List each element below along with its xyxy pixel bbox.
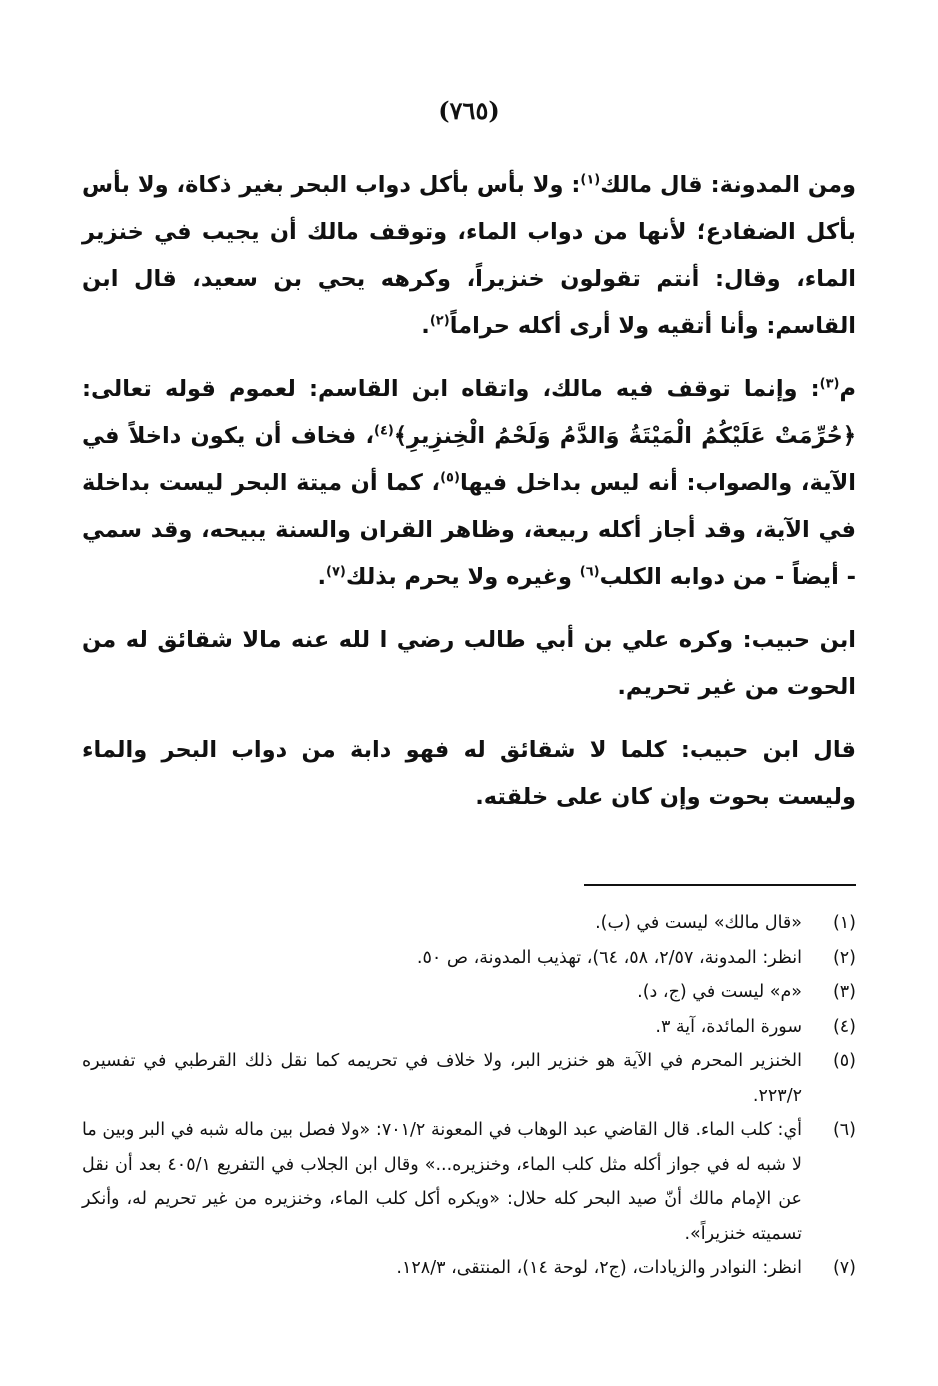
footnote-text: «قال مالك» ليست في (ب). bbox=[595, 913, 802, 933]
paragraph-3 bbox=[82, 617, 856, 711]
paragraph-text: ، فخاف أن يكون داخلاً في الآية، والصواب: أنه ليس بداخل فيها bbox=[82, 423, 857, 496]
footnote-number: (٣) bbox=[832, 982, 856, 1002]
footnote-text: أي: كلب الماء. قال القاضي عبد الوهاب في المعونة ٧٠١/٢: «ولا فصل بين ماله شبه في البر وبين ما لا شبه له في جواز أكله مثل كلب الماء، وخنزيره...» وقال ابن الجلاب في التفريع ٤٠٥/١ بعد أن نقل عن الإمام مالك أنّ صيد البحر كله حلال: «ويكره أكل كلب الماء، وخنزيره من غير تحريم له، وأنكر تسميته خنزيراً». bbox=[82, 1120, 802, 1244]
footnotes-list bbox=[82, 906, 856, 1286]
footnote-1 bbox=[82, 906, 856, 941]
paragraph-text: م bbox=[839, 376, 856, 402]
footnote-ref-7: (٧) bbox=[326, 564, 346, 580]
footnote-text: انظر: المدونة، ٢/٥٧، ٥٨، ٦٤)، تهذيب المدونة، ص ٥٠. bbox=[416, 947, 802, 968]
footnote-separator bbox=[584, 884, 856, 886]
footnote-text: الخنزير المحرم في الآية هو خنزير البر، ولا خلاف في تحريمه كما نقل ذلك القرطبي في تفسيره ٢٢٣/٢. bbox=[82, 1051, 802, 1106]
paragraph-1 bbox=[82, 162, 856, 350]
footnote-ref-2: (٢) bbox=[429, 313, 450, 329]
footnote-2 bbox=[82, 941, 856, 976]
main-text bbox=[82, 162, 856, 821]
paragraph-2 bbox=[82, 366, 856, 601]
paragraph-text: ، كما أن ميتة البحر ليست بداخلة في الآية، وقد أجاز أكله ربيعة، وظاهر القران والسنة يبيحه، وقد سمي - أيضاً - من دوابه الكلب bbox=[82, 470, 856, 590]
footnote-6 bbox=[82, 1113, 856, 1251]
footnote-number: (١) bbox=[832, 913, 856, 933]
page-number: (٧٦٥) bbox=[438, 96, 500, 125]
footnote-ref-5: (٥) bbox=[440, 470, 460, 486]
paragraph-text: . bbox=[421, 313, 430, 339]
footnote-number: (٦) bbox=[832, 1120, 856, 1140]
footnote-text: انظر: النوادر والزيادات، (ج٢، لوحة ١٤)، المنتقى، ١٢٨/٣. bbox=[396, 1258, 802, 1278]
paragraph-text: : وإنما توقف فيه مالك، واتقاه ابن القاسم: لعموم قوله تعالى: ﴿حُرِّمَتْ عَلَيْكُمُ الْمَيْتَةُ وَالدَّمُ وَلَحْمُ الْخِنزِيرِ﴾ bbox=[82, 376, 856, 449]
paragraph-text: : ولا بأس بأكل دواب البحر بغير ذكاة، ولا بأس بأكل الضفادع؛ لأنها من دواب الماء، وتوقف مالك أن يجيب في خنزير الماء، وقال: أنتم تقولون خنزيراً، وكرهه يحي بن سعيد، قال ابن القاسم: وأنا أتقيه ولا أرى أكله حراماً bbox=[82, 172, 856, 339]
footnote-number: (٥) bbox=[832, 1051, 856, 1071]
footnote-number: (٤) bbox=[832, 1016, 856, 1037]
paragraph-text: . bbox=[317, 564, 327, 590]
footnote-ref-3: (٣) bbox=[819, 376, 840, 392]
paragraph-text: وغيره ولا يحرم بذلك bbox=[345, 564, 580, 590]
footnote-number: (٧) bbox=[832, 1258, 856, 1278]
paragraph-text: ومن المدونة: قال مالك bbox=[600, 172, 856, 198]
footnote-ref-4: (٤) bbox=[374, 423, 394, 439]
paragraph-text: قال ابن حبيب: كلما لا شقائق له فهو دابة من دواب البحر والماء وليست بحوت وإن كان على خلقته. bbox=[82, 737, 856, 810]
footnote-7 bbox=[82, 1251, 856, 1286]
footnote-ref-6: (٦) bbox=[579, 564, 600, 580]
footnote-5 bbox=[82, 1044, 856, 1113]
footnote-4 bbox=[82, 1010, 856, 1045]
footnote-text: سورة المائدة، آية ٣. bbox=[655, 1016, 802, 1037]
footnote-3 bbox=[82, 975, 856, 1010]
footnote-number: (٢) bbox=[832, 947, 856, 968]
paragraph-4 bbox=[82, 727, 856, 821]
footnote-ref-1: (١) bbox=[580, 172, 601, 188]
paragraph-text: ابن حبيب: وكره علي بن أبي طالب رضي ا لله عنه مالا شقائق له من الحوت من غير تحريم. bbox=[82, 627, 856, 700]
footnote-text: «م» ليست في (ج، د). bbox=[637, 982, 802, 1002]
